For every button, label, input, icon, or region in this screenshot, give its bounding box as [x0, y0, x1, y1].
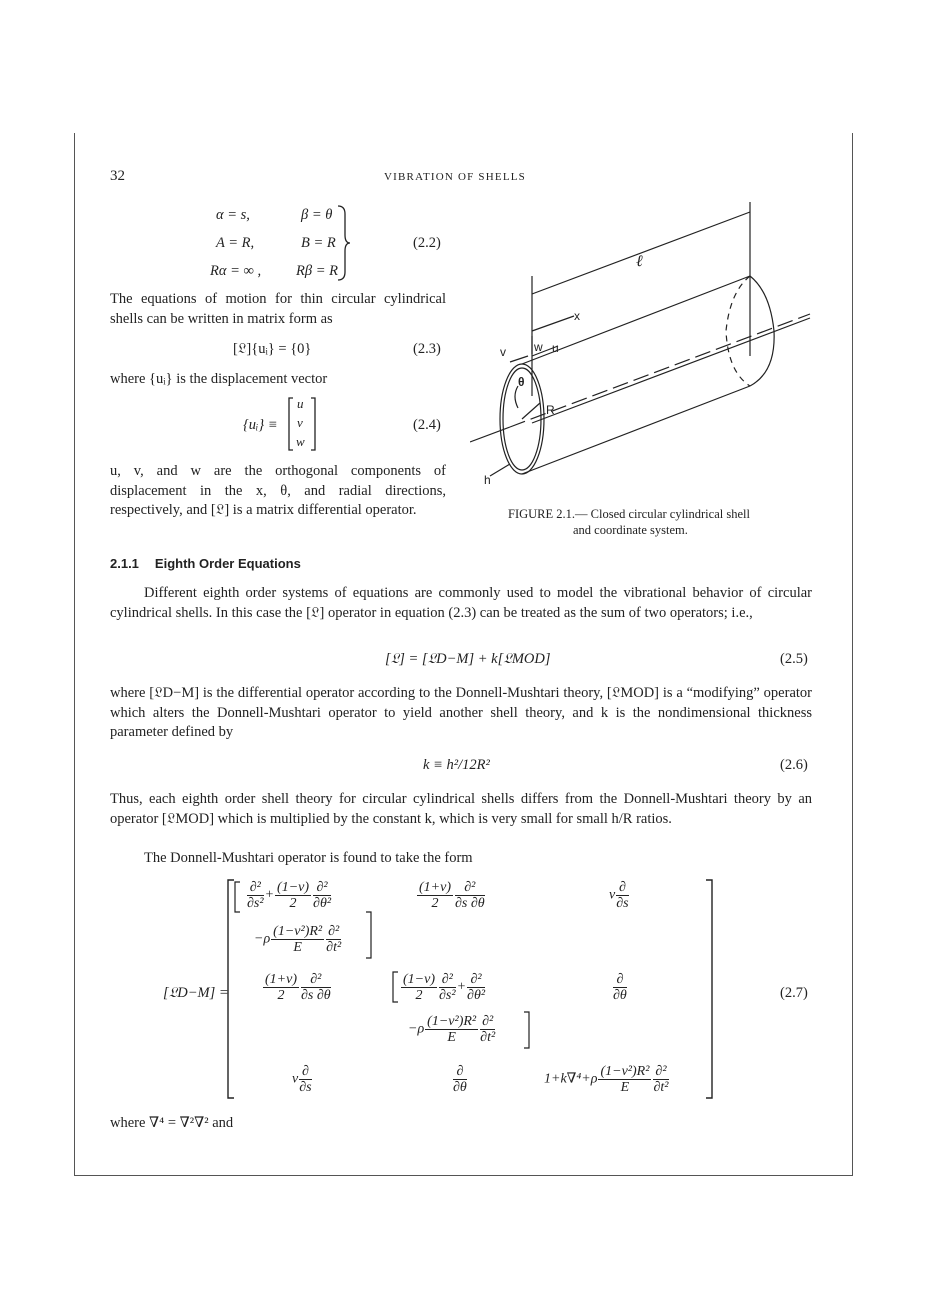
label-theta: θ — [518, 375, 525, 389]
paragraph-7: The Donnell-Mushtari operator is found to take the form — [144, 850, 473, 866]
page-number: 32 — [110, 168, 125, 184]
figure-caption-line-2: and coordinate system. — [573, 523, 688, 537]
eq-2-5-number: (2.5) — [780, 651, 808, 667]
matrix-entry-31: ν $\frac{\partial}{\partial s}$ — [292, 1064, 312, 1095]
vector-entry-w: w — [296, 434, 305, 449]
right-brace — [336, 204, 352, 282]
eq-2-2-row-1-right: β = θ — [301, 207, 333, 223]
label-radius: R — [546, 403, 555, 417]
eq-2-3-number: (2.3) — [413, 341, 441, 357]
label-v: v — [500, 345, 506, 359]
section-heading — [110, 556, 301, 571]
paragraph-4: Different eighth order systems of equations are commonly used to model the vibrational behavior of circular cylindrical shells. In this case the [𝔏] operator in equation (2.3) can be treated as the sum of two operators; i.e., — [110, 585, 812, 621]
eq-2-2-row-2-left: A = R, — [216, 235, 255, 251]
figure-caption-line-1: FIGURE 2.1.— Closed circular cylindrical shell — [508, 507, 750, 521]
paragraph-3: u, v, and w are the orthogonal components of displacement in the x, θ, and radial directions, respectively, and [𝔏] is a matrix differential operator. — [110, 463, 446, 518]
section-number: 2.1.1 — [110, 556, 139, 571]
vector-entry-v: v — [297, 415, 303, 430]
paragraph-5: where [𝔏D−M] is the differential operator according to the Donnell-Mushtari theory, [𝔏MOD] is a “modifying” operator which alters the Donnell-Mushtari operator to yield another shell theory, and k is the nondimensional thickness parameter defined by — [110, 685, 812, 740]
eq-2-4-lhs: {uᵢ} ≡ — [243, 417, 278, 433]
paragraph-2: where {uᵢ} is the displacement vector — [110, 371, 328, 387]
eq-2-2-row-1-left: α = s, — [216, 207, 250, 223]
matrix-entry-21: $\frac{(1+\nu)}{2}$ $\frac{\text{∂²}}{\partial s \partial\theta}$ — [265, 972, 331, 1003]
matrix-entry-23: $\frac{\partial}{\partial\theta}$ — [613, 972, 627, 1003]
label-x: x — [574, 309, 580, 323]
label-u: u — [552, 341, 559, 355]
eq-2-2-row-2-right: B = R — [301, 235, 336, 251]
eq-2-2-row-3-right: Rβ = R — [296, 263, 338, 279]
paragraph-6: Thus, each eighth order shell theory for circular cylindrical shells differs from the Donnell-Mushtari theory by an operator [𝔏MOD] which is multiplied by the constant k, which is very small for small h/R ratios. — [110, 791, 812, 827]
equation-2-6: k ≡ h²/12R² — [423, 757, 490, 773]
matrix-entry-13: ν $\frac{\partial}{\partial s}$ — [609, 880, 629, 911]
eq-2-2-number: (2.2) — [413, 235, 441, 251]
vector-entry-u: u — [297, 396, 304, 411]
paragraph-8: where ∇⁴ = ∇²∇² and — [110, 1115, 234, 1131]
matrix-entry-11-inertia: −ρ $\frac{\text{(1−ν²)R²}}{E}$ $\frac{\text{∂²}}{\text{∂t²}}$ — [254, 924, 342, 955]
matrix-entry-22-inertia: −ρ $\frac{\text{(1−ν²)R²}}{E}$ $\frac{\text{∂²}}{\text{∂t²}}$ — [408, 1014, 496, 1045]
label-thickness: h — [484, 473, 491, 487]
matrix-entry-11: $\frac{\text{∂²}}{\text{∂s²}}$ + $\frac{(1-\nu)}{2}$ $\frac{\text{∂²}}{\text{∂θ²}}$ — [247, 880, 332, 911]
eq-2-7-number: (2.7) — [780, 985, 808, 1001]
matrix-entry-22: $\frac{(1-\nu)}{2}$ $\frac{\text{∂²}}{\text{∂s²}}$ + $\frac{\text{∂²}}{\text{∂θ²}}$ — [403, 972, 486, 1003]
eq-2-2-row-3-left: Rα = ∞ , — [210, 263, 262, 279]
label-length: ℓ — [636, 253, 643, 270]
matrix-entry-33: 1+k∇⁴+ρ $\frac{\text{(1−ν²)R²}}{E}$ $\frac{\text{∂²}}{\text{∂t²}}$ — [544, 1064, 669, 1095]
eq-2-7-lhs: [𝔏D−M] = — [163, 985, 229, 1001]
section-title: Eighth Order Equations — [154, 556, 301, 571]
paragraph-1: The equations of motion for thin circular cylindrical shells can be written in matrix form as — [110, 291, 446, 327]
running-title: VIBRATION OF SHELLS — [384, 171, 526, 183]
label-w: w — [534, 340, 543, 354]
equation-2-3: [𝔏]{uᵢ} = {0} — [233, 341, 312, 357]
matrix-entry-32: $\frac{\partial}{\partial\theta}$ — [453, 1064, 467, 1095]
equation-2-5: [𝔏] = [𝔏D−M] + k[𝔏MOD] — [385, 651, 551, 667]
cylinder-figure — [470, 196, 830, 496]
eq-2-6-number: (2.6) — [780, 757, 808, 773]
eq-2-4-number: (2.4) — [413, 417, 441, 433]
matrix-entry-12: $\frac{(1+\nu)}{2}$ $\frac{\text{∂²}}{\partial s \partial\theta}$ — [419, 880, 485, 911]
